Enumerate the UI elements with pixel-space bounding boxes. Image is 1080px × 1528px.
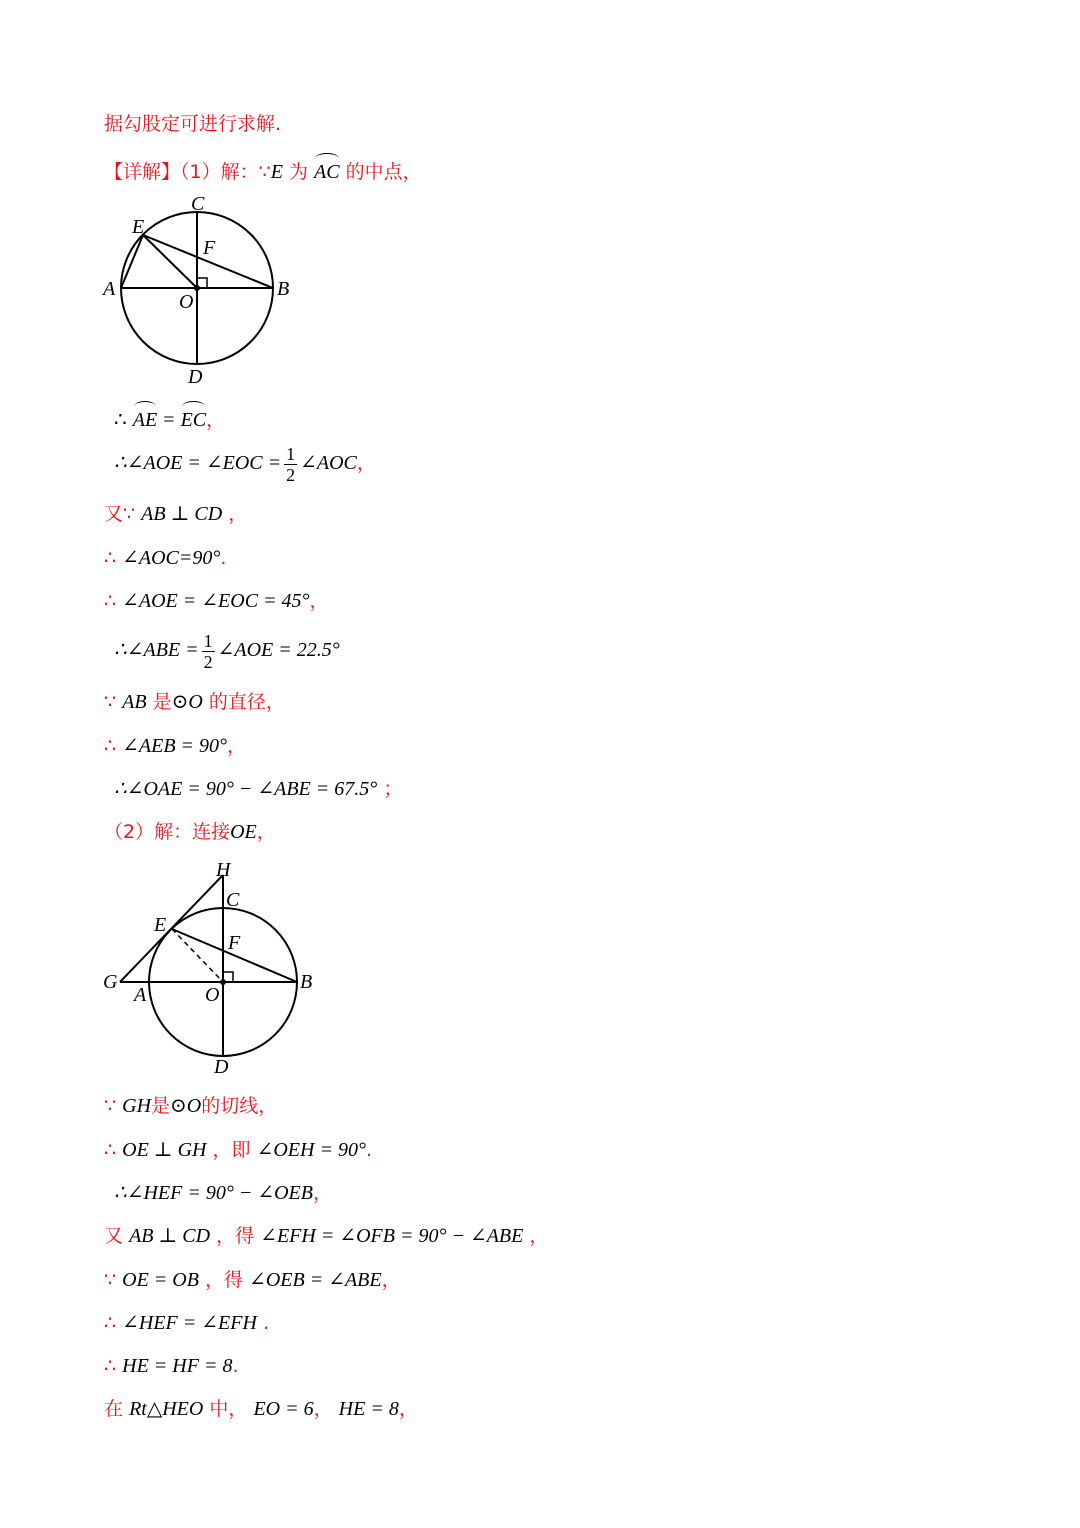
label-d: D	[188, 366, 203, 388]
label-e: E	[132, 216, 145, 238]
figure-2-tangent-diagram	[100, 855, 330, 1080]
arc-ec: EC	[181, 403, 207, 433]
line-2: 【详解】（1）解：∵E 为 AC 的中点，	[104, 155, 422, 185]
label-h: H	[216, 859, 231, 881]
part2-label: （2）解：连接	[104, 821, 231, 843]
label-a: A	[134, 984, 147, 1006]
label-b: B	[300, 971, 313, 993]
line-1	[104, 111, 281, 137]
part1-label: （1）解：	[180, 161, 259, 183]
line-14: ∴ OE ⊥ GH ，即 ∠OEH = 90°.	[104, 1139, 373, 1161]
line-10: ∴ ∠AEB = 90°，	[104, 735, 247, 757]
line-7: ∴ ∠AOE = ∠EOC = 45°，	[104, 590, 329, 612]
intro-text: 据勾股定可进行求解.	[104, 113, 282, 135]
arc-ac: AC	[314, 155, 340, 185]
figure-1-circle-diagram	[100, 190, 300, 390]
label-o: O	[179, 291, 194, 313]
tangent-gh	[120, 875, 223, 982]
fraction-half-2: $\frac{1}{2}$	[203, 630, 213, 672]
line-5: 又∵ AB ⊥ CD ，	[104, 503, 248, 525]
label-a: A	[103, 278, 116, 300]
line-9: ∵ AB 是⊙O 的直径，	[104, 691, 285, 713]
label-e: E	[154, 914, 167, 936]
line-19: ∴ HE = HF = 8.	[104, 1355, 239, 1377]
line-3: ∴ AE = EC，	[114, 403, 225, 433]
fraction-half: $\frac{1}{2}$	[286, 443, 296, 485]
segment-ea	[121, 235, 143, 288]
line-17: ∵ OE = OB ，得 ∠OEB = ∠ABE，	[104, 1269, 401, 1291]
center-dot	[194, 285, 200, 291]
label-c: C	[191, 193, 205, 215]
line-11: ∴∠OAE = 90° − ∠ABE = 67.5° ；	[114, 778, 403, 800]
line-20: 在 Rt△HEO 中， EO = 6， HE = 8，	[104, 1398, 418, 1420]
label-c: C	[226, 889, 240, 911]
line-13: ∵ GH是⊙O的切线，	[104, 1095, 278, 1117]
label-d: D	[214, 1056, 229, 1078]
line-18: ∴ ∠HEF = ∠EFH .	[104, 1312, 269, 1334]
label-o: O	[205, 984, 220, 1006]
line-8: ∴∠ABE = $\frac{1}{2}$ ∠AOE = 22.5°	[114, 630, 340, 672]
detail-tag: 【详解】	[104, 161, 181, 183]
label-g: G	[103, 971, 118, 993]
line-4: ∴∠AOE = ∠EOC = $\frac{1}{2}$ ∠AOC，	[114, 443, 376, 485]
line-16: 又 AB ⊥ CD ，得 ∠EFH = ∠OFB = 90° − ∠ABE ，	[104, 1225, 549, 1247]
line-6: ∴ ∠AOC=90°.	[104, 547, 227, 569]
label-b: B	[277, 278, 290, 300]
line-15: ∴∠HEF = 90° − ∠OEB，	[114, 1182, 332, 1204]
label-f: F	[228, 932, 241, 954]
label-f: F	[203, 237, 216, 259]
arc-ae: AE	[133, 403, 157, 433]
segment-eo-dashed	[172, 929, 223, 982]
line-12: （2）解：连接OE，	[104, 821, 276, 843]
segment-eo	[143, 235, 197, 288]
center-dot	[220, 979, 226, 985]
